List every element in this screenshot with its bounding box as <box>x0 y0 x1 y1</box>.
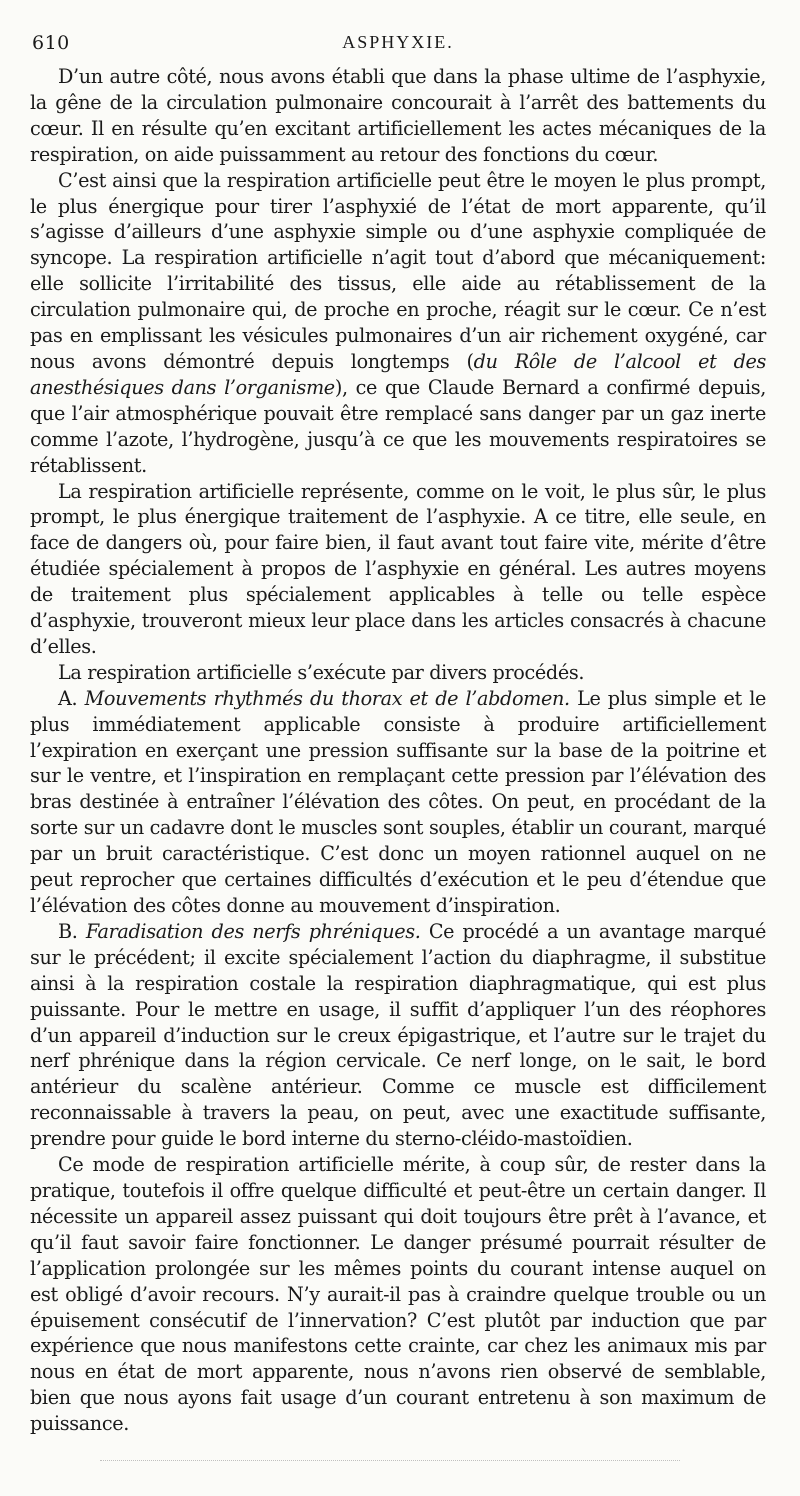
paragraph-2 <box>30 168 766 479</box>
paragraph-7-text: Ce mode de respiration artificielle mérite, à coup sûr, de rester dans la pratique, toutefois il offre quelque difficulté et peut-être un certain danger. Il nécessite un appareil assez puissant qui doit toujours être prêt à l’avance, et qu’il faut savoir faire fonctionner. Le danger présumé pourrait résulter de l’application prolongée sur les mêmes points du courant intense auquel on est obligé d’avoir recours. N’y aurait-il pas à craindre quelque trouble ou un épuisement consécutif de l’innervation? C’est plutôt par induction que par expérience que nous manifestons cette crainte, car chez les animaux mis par nous en état de mort apparente, nous n’avons rien observé de semblable, bien que nous ayons fait usage d’un courant entretenu à son maximum de puissance. <box>30 1153 766 1436</box>
paragraph-5 <box>30 686 766 919</box>
paragraph-3 <box>30 479 766 660</box>
running-head: ASPHYXIE. <box>342 32 454 52</box>
paragraph-4-text: La respiration artificielle s’exécute par divers procédés. <box>58 660 585 684</box>
paragraph-2-text-a: C’est ainsi que la respiration artificielle peut être le moyen le plus prompt, le plus énergique pour tirer l’asphyxié de l’état de mort apparente, qu’il s’agisse d’ailleurs d’une asphyxie simple ou d’une asphyxie compliquée de syncope. La respiration artificielle n’agit tout d’abord que mécaniquement: elle sollicite l’irritabilité des tissus, elle aide au rétablissement de la circulation pulmonaire qui, de proche en proche, réagit sur le cœur. Ce n’est pas en emplissant les vésicules pulmonaires d’un air richement oxygéné, car nous avons démontré depuis longtemps ( <box>30 168 766 373</box>
section-b-letter: B. <box>58 919 78 943</box>
page-number: 610 <box>32 32 70 54</box>
paragraph-2-cited-title: du Rôle de l’alcool et des anesthésiques dans l’organisme <box>30 349 766 399</box>
paragraph-4 <box>30 660 766 686</box>
section-a-heading: Mouvements rhythmés du thorax et de l’abdomen. <box>84 686 570 710</box>
paragraph-6-text: Ce procédé a un avantage marqué sur le précédent; il excite spécialement l’action du diaphragme, il substitue ainsi à la respiration costale la respiration diaphragmatique, qui est plus puissante. Pour le mettre en usage, il suffit d’appliquer l’un des réophores d’un appareil d’induction sur le creux épigastrique, et l’autre sur le trajet du nerf phrénique dans la région cervicale. Ce nerf longe, on le sait, le bord antérieur du scalène antérieur. Comme ce muscle est difficilement reconnaissable à travers la peau, on peut, avec une exactitude suffisante, prendre pour guide le bord interne du sterno-cléido-mastoïdien. <box>30 919 767 1151</box>
paragraph-2-text-b: ), ce que Claude Bernard a confirmé depuis, que l’air atmosphérique pouvait être remplacé sans danger par un gaz inerte comme l’azote, l’hydrogène, jusqu’à ce que les mouvements respiratoires se rétablissent. <box>30 375 767 477</box>
book-page <box>30 28 766 1437</box>
body-text <box>30 64 766 1437</box>
paragraph-1 <box>30 64 766 168</box>
section-b-heading: Faradisation des nerfs phréniques. <box>85 919 421 943</box>
paragraph-3-text: La respiration artificielle représente, comme on le voit, le plus sûr, le plus prompt, le plus énergique traitement de l’asphyxie. A ce titre, elle seule, en face de dangers où, pour faire bien, il faut avant tout faire vite, mérite d’être étudiée spécialement à propos de l’asphyxie en général. Les autres moyens de traitement plus spécialement applicables à telle ou telle espèce d’asphyxie, trouveront mieux leur place dans les articles consacrés à chacune d’elles. <box>30 479 766 658</box>
paragraph-6 <box>30 919 766 1152</box>
page-header <box>30 28 766 56</box>
paragraph-1-text: D’un autre côté, nous avons établi que dans la phase ultime de l’asphyxie, la gêne de la circulation pulmonaire concourait à l’arrêt des battements du cœur. Il en résulte qu’en excitant artificiellement les actes mécaniques de la respiration, on aide puissamment au retour des fonctions du cœur. <box>30 65 766 166</box>
paragraph-5-text: Le plus simple et le plus immédiatement applicable consiste à produire artificiellement l’expiration en exerçant une pression suffisante sur la base de la poitrine et sur le ventre, et l’inspiration en remplaçant cette pression par l’élévation des bras destinée à entraîner l’élévation des côtes. On peut, en procédant de la sorte sur un cadavre dont le muscles sont souples, établir un courant, marqué par un bruit caractéristique. C’est donc un moyen rationnel auquel on ne peut reprocher que certaines difficultés d’exécution et le peu d’étendue que l’élévation des côtes donne au mouvement d’inspiration. <box>30 686 767 917</box>
footer-rule <box>100 1460 680 1461</box>
section-a-letter: A. <box>58 686 78 710</box>
paragraph-7 <box>30 1152 766 1437</box>
